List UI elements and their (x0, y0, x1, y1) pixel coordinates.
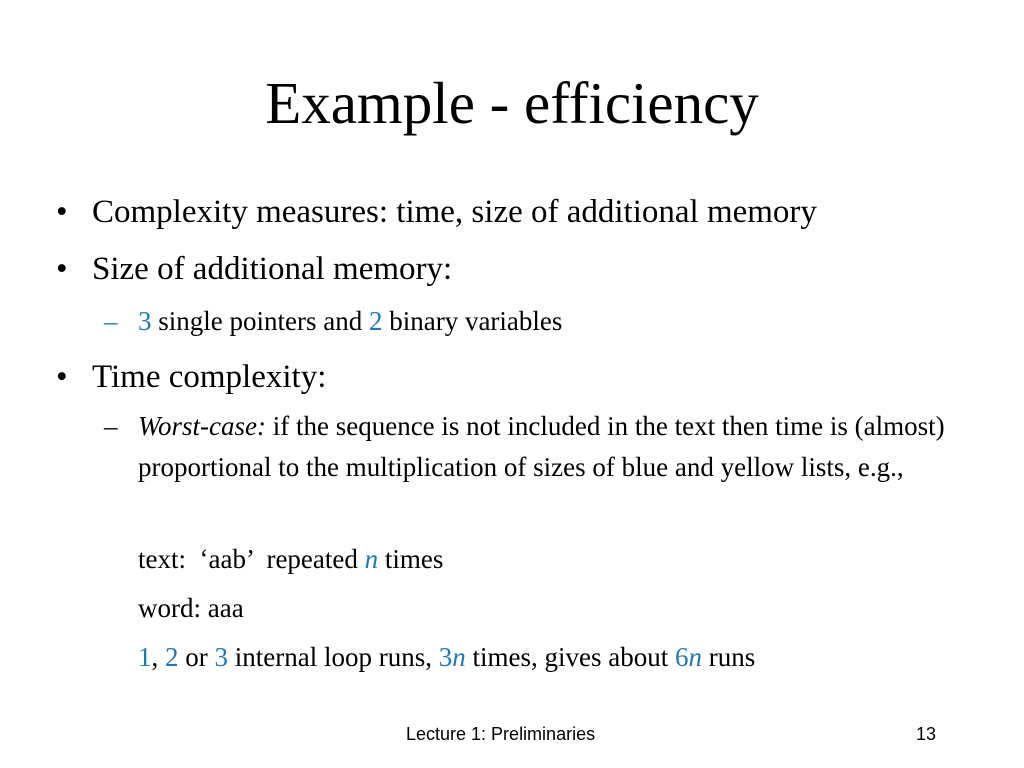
example-text-suffix: times (378, 544, 444, 574)
example-text-line (138, 539, 443, 579)
worst-case-text: if the sequence is not included in the text then time is (almost) proportional to the multiplication of sizes of blue and yellow lists, e.g., (138, 411, 945, 482)
loop-mid-2: times, gives about (465, 642, 675, 672)
bullet-marker: • (56, 251, 68, 287)
sub-bullet-worst-case (104, 406, 984, 488)
loop-mid: internal loop runs, (228, 642, 439, 672)
example-word-line: word: aaa (138, 593, 244, 623)
footer-page-number: 13 (916, 724, 937, 744)
loop-sep-2: or (178, 642, 215, 672)
loop-count-a: 1 (138, 642, 152, 672)
loop-sep-1: , (151, 642, 165, 672)
example-text-quoted: ‘aab’ (199, 544, 253, 574)
bullet-text: Size of additional memory: (92, 251, 453, 287)
loop-runs-line (138, 637, 755, 677)
loop-count-b: 2 (165, 642, 179, 672)
runs-total-var: n (688, 642, 702, 672)
loop-count-c: 3 (214, 642, 228, 672)
loop-end: runs (701, 642, 756, 672)
slide-title: Example - efficiency (265, 70, 759, 136)
variable-count: 2 (368, 306, 383, 336)
dash-marker: – (104, 411, 118, 441)
worst-case-label: Worst-case: (138, 411, 266, 441)
variable-text: binary variables (382, 306, 563, 336)
bullet-marker: • (56, 194, 68, 230)
bullet-text: Time complexity: (92, 359, 327, 395)
example-text-prefix: text: (138, 544, 200, 574)
example-text-middle: repeated (252, 544, 365, 574)
dash-marker: – (104, 306, 118, 336)
loop-total-var: n (452, 642, 466, 672)
pointer-count: 3 (138, 306, 152, 336)
bullet-text: Complexity measures: time, size of additional memory (92, 194, 817, 230)
sub-bullet-text (138, 301, 984, 342)
sub-bullet-text (138, 406, 984, 488)
example-text-var: n (364, 544, 379, 574)
sub-bullet-memory (104, 301, 984, 342)
loop-total-num: 3 (438, 642, 453, 672)
pointer-text: single pointers and (151, 306, 369, 336)
bullet-marker: • (56, 359, 68, 395)
runs-total-num: 6 (674, 642, 689, 672)
footer-lecture-title: Lecture 1: Preliminaries (406, 724, 596, 744)
